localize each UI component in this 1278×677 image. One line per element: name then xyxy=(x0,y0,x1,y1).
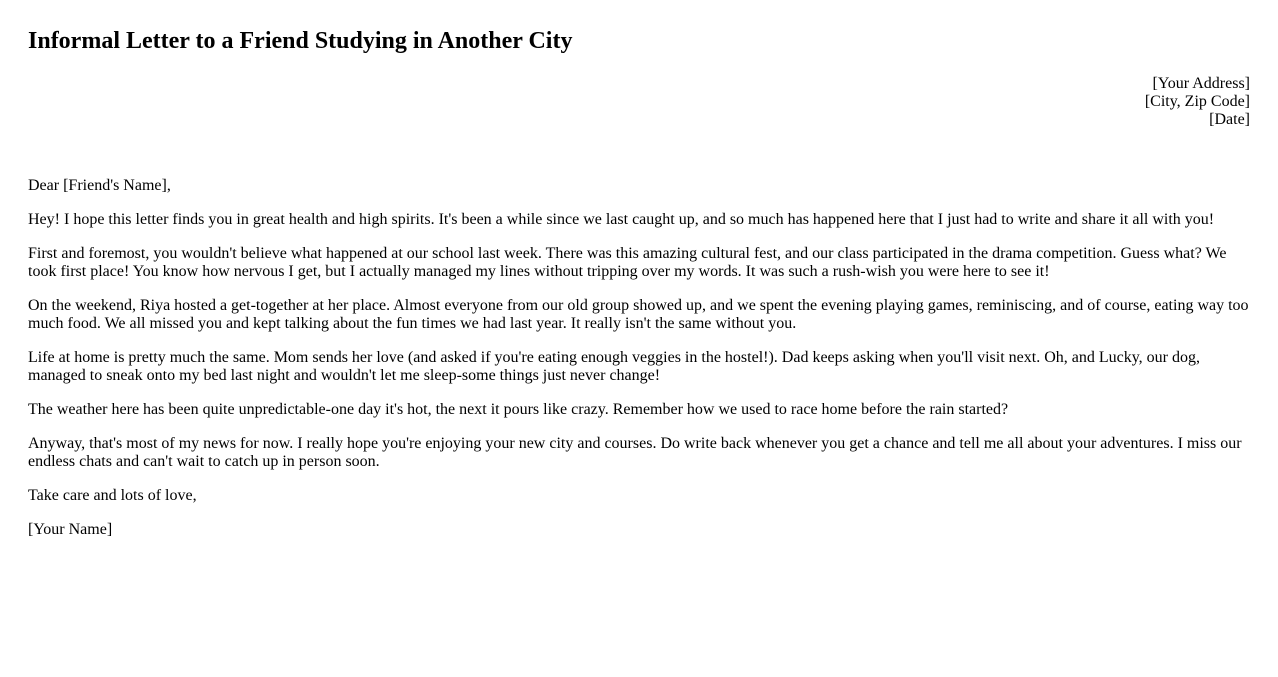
body-paragraph-3: On the weekend, Riya hosted a get-together at her place. Almost everyone from our old group showed up, and we spent the evening playing games, reminiscing, and of course, eating way too much food. We all missed you and kept talking about the fun times we had last year. It really isn't the same without you. xyxy=(28,297,1249,332)
body-paragraph-4: Life at home is pretty much the same. Mom sends her love (and asked if you're eating enough veggies in the hostel!). Dad keeps asking when you'll visit next. Oh, and Lucky, our dog, managed to sneak onto my bed last night and wouldn't let me sleep-some things just never change! xyxy=(28,349,1201,384)
body-paragraph-5: The weather here has been quite unpredictable-one day it's hot, the next it pours like crazy. Remember how we used to race home before the rain started? xyxy=(28,401,1009,418)
sender-address-block xyxy=(28,75,1250,129)
body-paragraph-2: First and foremost, you wouldn't believe what happened at our school last week. There was this amazing cultural fest, and our class participated in the drama competition. Guess what? We took first place! You know how nervous I get, but I actually managed my lines without tripping over my words. It was such a rush-wish you were here to see it! xyxy=(28,245,1227,280)
signature: [Your Name] xyxy=(28,521,113,538)
date-line: [Date] xyxy=(1209,111,1250,128)
page-title: Informal Letter to a Friend Studying in Another City xyxy=(28,28,573,54)
address-line: [Your Address] xyxy=(1152,75,1250,92)
city-zip-line: [City, Zip Code] xyxy=(1144,93,1250,110)
body-paragraph-1: Hey! I hope this letter finds you in great health and high spirits. It's been a while since we last caught up, and so much has happened here that I just had to write and share it all with you! xyxy=(28,211,1215,228)
body-paragraph-6: Anyway, that's most of my news for now. I really hope you're enjoying your new city and courses. Do write back whenever you get a chance and tell me all about your adventures. I miss our endless chats and can't wait to catch up in person soon. xyxy=(28,435,1242,470)
letter-page xyxy=(0,27,1278,539)
closing: Take care and lots of love, xyxy=(28,487,197,504)
salutation: Dear [Friend's Name], xyxy=(28,177,171,194)
